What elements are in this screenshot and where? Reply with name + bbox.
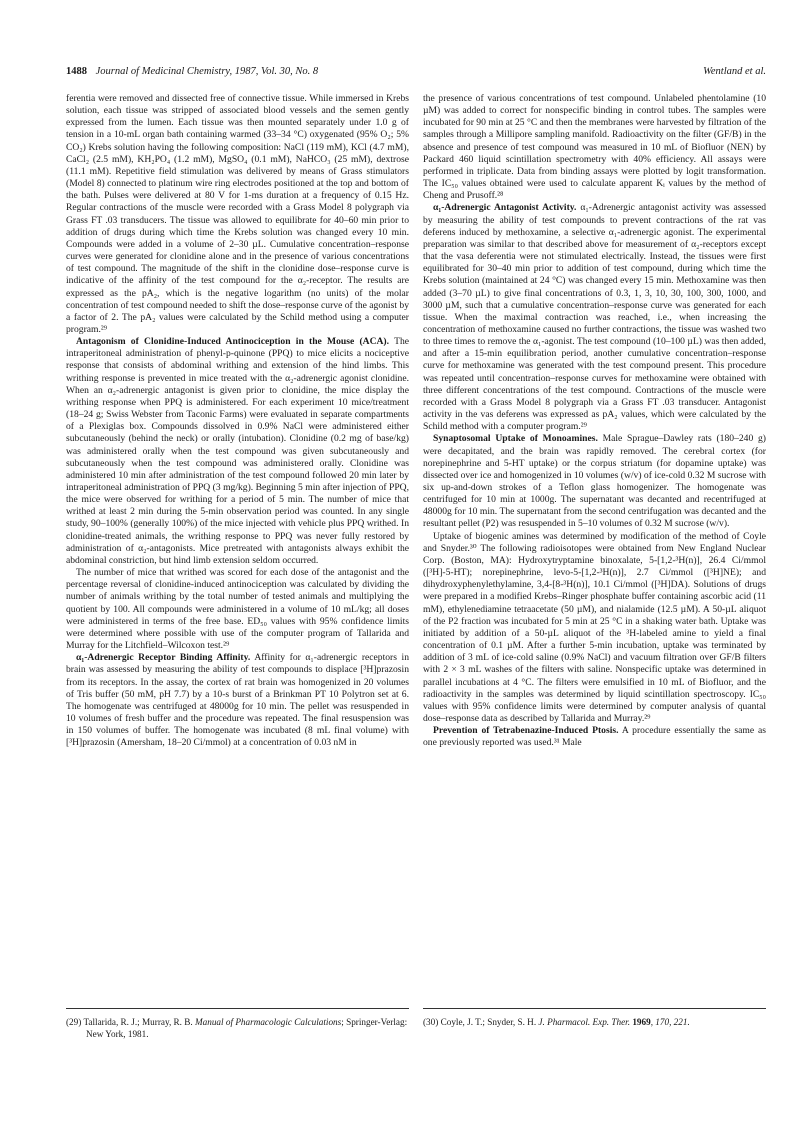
reference-29-number: (29) bbox=[66, 1017, 82, 1027]
reference-30-year: 1969 bbox=[630, 1017, 651, 1027]
paragraph-writhing-scoring: The number of mice that writhed was scored for each dose of the antagonist and the percentage reversal of clonidine-induced antinociception was calculated by dividing the number of animals writhing by the total number of tested animals and multiplying the quotient by 100. All compounds were administered in a volume of 10 mL/kg; all doses were administered in terms of the free base. ED₅₀ values with 95% confidence limits were determined where possible with use of the computer program of Tallarida and Murray for the Litchfield–Wilcoxon test.²⁹ bbox=[66, 567, 409, 652]
page-number: 1488 bbox=[66, 66, 87, 77]
footnote-divider-left bbox=[66, 1008, 409, 1009]
running-header bbox=[66, 63, 766, 81]
footnote-divider-right bbox=[423, 1008, 766, 1009]
section-alpha1-binding bbox=[66, 652, 409, 749]
paragraph-vas-deferens: ferentia were removed and dissected free of connective tissue. While immersed in Krebs solution, each tissue was stripped of associated blood vessels and the semen gently expressed from the lumen. Each tissue was then mounted separately under 1.0 g of tension in a 10-mL organ bath containing warmed (33–34 °C) oxygenated (95% O₂; 5% CO₂) Krebs solution having the following composition: NaCl (119 mM), KCl (4.7 mM), CaCl₂ (2.5 mM), KH₂PO₄ (1.2 mM), MgSO₄ (0.1 mM), NaHCO₃ (25 mM), dextrose (11.1 mM). Repetitive field stimulation was delivered by means of Grass stimulators (Model 8) connected to platinum wire ring electrodes positioned at the top and bottom of the bath. Pulses were delivered at 80 V for 1-ms duration at a frequency of 0.15 Hz. Regular contractions of the muscle were recorded with a Grass Model 8 polygraph via Grass FT .03 transducers. The tissue was allowed to equilibrate for 40–60 min prior to addition of drugs during which time the Krebs solution was changed every 10 min. Compounds were added in a volume of 2–30 µL. Cumulative concentration–response curves were generated for clonidine alone and in the presence of various concentrations of test compound. The magnitude of the shift in the clonidine dose–response curve is indicative of the affinity of the test compound for the α₂-receptor. The results are expressed as the pA₂, which is the negative logarithm (no units) of the molar concentration of test compound needed to shift the dose–response curve of the agonist by a factor of 2. The pA₂ values were calculated by the Schild method using a computer program.²⁹ bbox=[66, 93, 409, 335]
footnote-right bbox=[423, 1017, 766, 1029]
section-heading-synaptosomal-uptake: Synaptosomal Uptake of Monoamines. bbox=[433, 433, 598, 445]
reference-30-volume-pages: , 170, 221. bbox=[650, 1017, 690, 1027]
footnote-left bbox=[66, 1017, 409, 1040]
reference-30-number: (30) bbox=[423, 1017, 439, 1027]
paragraph-biogenic-amines: Uptake of biogenic amines was determined by modification of the method of Coyle and Snyder.³⁰ The following radioisotopes were obtained from New England Nuclear Corp. (Boston, MA): Hydroxytryptamine binoxalate, 5-[1,2-³H(n)], 26.4 Ci/mmol ([³H]-5-HT); norepinephrine, levo-5-[1,2-³H(n)], 2.7 Ci/mmol ([³H]NE); and dihydroxyphenylethylamine, 3,4-[8-³H(n)], 10.1 Ci/mmol ([³H]DA). Solutions of drugs were prepared in a modified Krebs–Ringer phosphate buffer containing ascorbic acid (11 mM), ethylenediamine tetraacetate (50 µM), and nialamide (12.5 µM). A 50-µL aliquot of the P2 fraction was incubated for 5 min at 25 °C in a shaking water bath. Uptake was initiated by addition of a 50-µL aliquot of the ³H-labeled amine to yield a final concentration of 0.1 µM. After a further 5-min incubation, uptake was terminated by addition of 3 mL of ice-cold saline (0.9% NaCl) and vacuum filtration over GF/B filters with 2 × 3 mL washes of the filters with saline. Nonspecific uptake was determined in parallel incubations at 4 °C. The filters were emulsified in 10 mL of Biofluor, and the radioactivity in the samples was determined by liquid scintillation spectroscopy. IC₅₀ values with 95% confidence limits were determined by computer analysis of quantal dose–response data as described by Tallarida and Murray.²⁹ bbox=[423, 530, 766, 724]
section-text-alpha1-antagonist: α₁-Adrenergic antagonist activity was assessed by measuring the ability of test compounds to prevent contractions of the rat vas deferens induced by methoxamine, a selective α₁-adrenergic agonist. The experimental preparation was similar to that described above for measurement of α₂-receptors except that the vasa deferentia were not stimulated electrically. Instead, the tissues were first equilibrated for 30–40 min prior to addition of test compound, during which time the Krebs solution (maintained at 24 °C) was changed every 15 min. Methoxamine was then added (3–70 µL) to give final concentrations of 0.3, 1, 3, 10, 30, 100, 300, 1000, and 3000 µM, such that a cumulative concentration–response curve was generated for each tissue. When the maximal contraction was reached, i.e., when increasing the concentration of methoxamine caused no further contractions, the tissue was washed two to three times to remove the α₁-agonist. The test compound (10–100 µL) was then added, and after a 15-min equilibration period, another cumulative concentration–response curve for methoxamine was generated with the test compound present. This procedure was repeated until concentration–response curves for methoxamine were obtained with three different concentrations of the test compound. Contractions of the muscle were recorded with a Grass Model 8 polygraph via a Grass FT .03 transducer. Antagonist activity in the vas deferens was expressed as pA₂ values, which were calculated by the Schild method with a computer program.²⁹ bbox=[423, 202, 766, 433]
paragraph-binding-continued: the presence of various concentrations of test compound. Unlabeled phentolamine (10 µM) was added to correct for nonspecific binding in control tubes. The samples were incubated for 90 min at 25 °C and then the membranes were harvested by filtration of the samples through a Millipore sampling manifold. Radioactivity on the filter (GF/B) in the absence and presence of test compound was measured in 10 mL of Biofluor (NEN) by Packard 460 liquid scintillation spectrometry with 40% efficiency. All assays were performed in triplicate. Data from binding assays were plotted by logit transformation. The IC₅₀ values obtained were used to calculate apparent Kᵢ values by the method of Cheng and Prusoff.²⁸ bbox=[423, 93, 766, 202]
reference-29 bbox=[66, 1017, 409, 1040]
section-ptosis bbox=[423, 725, 766, 749]
section-heading-alpha1-antagonist: α₁-Adrenergic Antagonist Activity. bbox=[433, 202, 577, 214]
section-text-synaptosomal-uptake: Male Sprague–Dawley rats (180–240 g) were decapitated, and the brain was rapidly removed. The cerebral cortex (for norepinephrine and 5-HT uptake) or the corpus striatum (for dopamine uptake) was dissected over ice and homogenized in 10 volumes (w/v) of ice-cold 0.32 M sucrose with six up-and-down strokes of a Teflon glass homogenizer. The homogenate was centrifuged for 10 min at 1000g. The supernatant was decanted and recentrifuged at 48000g for 10 min. The supernatant from the second centrifugation was decanted and the resultant pellet (P2) was resuspended in 5–10 volumes of 0.32 M sucrose (w/v). bbox=[423, 433, 767, 530]
reference-29-title: Manual of Pharmacologic Calculations bbox=[195, 1017, 342, 1027]
journal-citation: Journal of Medicinal Chemistry, 1987, Vol. 30, No. 8 bbox=[95, 66, 319, 77]
section-alpha1-antagonist bbox=[423, 202, 766, 433]
section-heading-alpha1-binding: α₁-Adrenergic Receptor Binding Affinity. bbox=[76, 652, 251, 664]
section-heading-ptosis: Prevention of Tetrabenazine-Induced Ptosis. bbox=[433, 725, 619, 737]
reference-30 bbox=[423, 1017, 766, 1029]
section-heading-aca: Antagonism of Clonidine-Induced Antinociception in the Mouse (ACA). bbox=[76, 336, 390, 348]
section-text-ptosis: A procedure essentially the same as one previously reported was used.³¹ Male bbox=[423, 725, 766, 749]
reference-30-journal: J. Pharmacol. Exp. Ther. bbox=[538, 1017, 631, 1027]
section-aca bbox=[66, 336, 409, 567]
running-author: Wentland et al. bbox=[703, 66, 766, 77]
section-text-aca: The intraperitoneal administration of phenyl-p-quinone (PPQ) to mice elicits a nociceptive response that consists of abdominal writhing and extension of the hind limbs. This writhing response is prevented in mice treated with the α₂-adrenergic agonist clonidine. When an α₂-adrenergic antagonist is given prior to clonidine, the mice display the writhing response when PPQ is administered. For each experiment 10 mice/treatment (18–24 g; Swiss Webster from Taconic Farms) were evaluated in separate compartments of a Plexiglas box. Compounds dissolved in 0.9% NaCl were administered either subcutaneously (behind the neck) or orally (intubation). Clonidine (0.2 mg of base/kg) was administered orally when the test compound was given subcutaneously and subcutaneously when the test compound was administered orally. Clonidine was administered 10 min after administration of the test compound followed 20 min later by intraperitoneal administration of PPQ (3 mg/kg). Beginning 5 min after injection of PPQ, the mice were observed for writhing for a period of 5 min. The number of mice that writhed at least 2 min during the 5-min observation period was counted. In any single study, 90–100% (generally 100%) of the mice injected with vehicle plus PPQ writhed. In clonidine-treated animals, the writhing response to PPQ was never fully restored by administration of α₂-antagonists. Mice pretreated with antagonists always exhibit the abdominal constriction, but hind limb extension seldom occurred. bbox=[66, 336, 410, 566]
left-column bbox=[66, 93, 409, 749]
reference-29-authors: Tallarida, R. J.; Murray, R. B. bbox=[81, 1017, 195, 1027]
section-synaptosomal-uptake bbox=[423, 433, 766, 530]
reference-30-authors: Coyle, J. T.; Snyder, S. H. bbox=[438, 1017, 539, 1027]
section-text-alpha1-binding: Affinity for α₁-adrenergic receptors in brain was assessed by measuring the ability of test compounds to displace [³H]prazosin from its receptors. In the assay, the cortex of rat brain was homogenized in 20 volumes of Tris buffer (50 mM, pH 7.7) by a 10-s burst of a Brinkman PT 10 Polytron set at 6. The homogenate was centrifuged at 48000g for 10 min. The pellet was resuspended in 10 volumes of fresh buffer and the procedure was repeated. The final resuspension was in 150 volumes of buffer. The homogenate was incubated (8 mL final volume) with [³H]prazosin (Amersham, 18–20 Ci/mmol) at a concentration of 0.03 nM in bbox=[66, 652, 410, 749]
right-column bbox=[423, 93, 766, 749]
reference-29-publisher: ; Springer-Verlag: New York, 1981. bbox=[86, 1017, 408, 1039]
